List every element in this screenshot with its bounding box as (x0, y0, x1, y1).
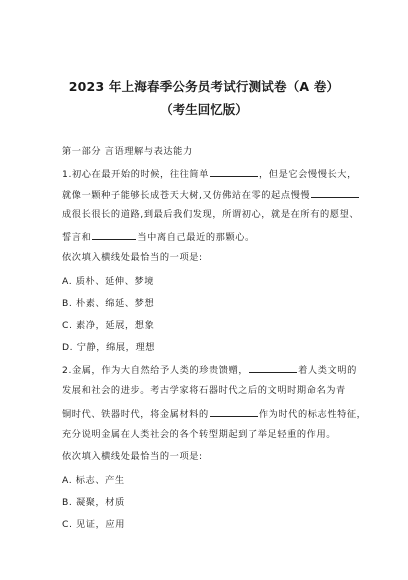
q2-line-1: 2.金属，作为大自然给予人类的珍贵馈赠， 着人类文明的 (62, 365, 357, 376)
q2-blank-2 (210, 407, 258, 417)
document-subtitle: （考生回忆版） (160, 102, 248, 117)
q1-option-c: C. 素净，延展，想象 (62, 320, 155, 331)
section-heading: 第一部分 言语理解与表达能力 (62, 146, 193, 157)
q1-prompt: 依次填入横线处最恰当的一项是: (62, 252, 203, 263)
q2-line-4: 充分说明金属在人类社会的各个转型期起到了举足轻重的作用。 (62, 429, 337, 440)
q1-option-d: D. 宁静，绵展，理想 (62, 342, 156, 353)
q1-blank-1 (210, 167, 258, 177)
q2-option-a: A. 标志、产生 (62, 475, 125, 486)
q1-line-1: 1.初心在最开始的时候，往往简单 ，但是它会慢慢长大， (62, 169, 357, 180)
q1-blank-2 (311, 188, 359, 198)
q2-line-3: 铜时代、铁器时代，将金属材料的 作为时代的标志性特征， (62, 409, 367, 420)
q1-line-4: 誓言和 当中离自己最近的那颗心。 (62, 232, 255, 243)
q2-option-c: C. 见证，应用 (62, 519, 125, 530)
q2-prompt: 依次填入横线处最恰当的一项是: (62, 451, 203, 462)
document-title: 2023 年上海春季公务员考试行测试卷（A 卷） (68, 79, 340, 94)
q1-line-3: 成很长很长的道路,到最后我们发现，所谓初心，就是在所有的愿望、 (62, 209, 360, 220)
q2-blank-1 (249, 363, 297, 373)
q1-option-a: A. 质朴、延伸、梦境 (62, 276, 155, 287)
q2-line-2: 发展和社会的进步。考古学家将石器时代之后的文明时期命名为青 (62, 385, 346, 396)
q1-blank-3 (92, 230, 136, 240)
q2-option-b: B. 凝聚，材质 (62, 497, 125, 508)
q1-option-b: B. 朴素、绵延、梦想 (62, 298, 155, 309)
q1-line-2: 就像一颗种子能够长成苍天大树,又仿佛站在零的起点慢慢 (62, 188, 360, 202)
